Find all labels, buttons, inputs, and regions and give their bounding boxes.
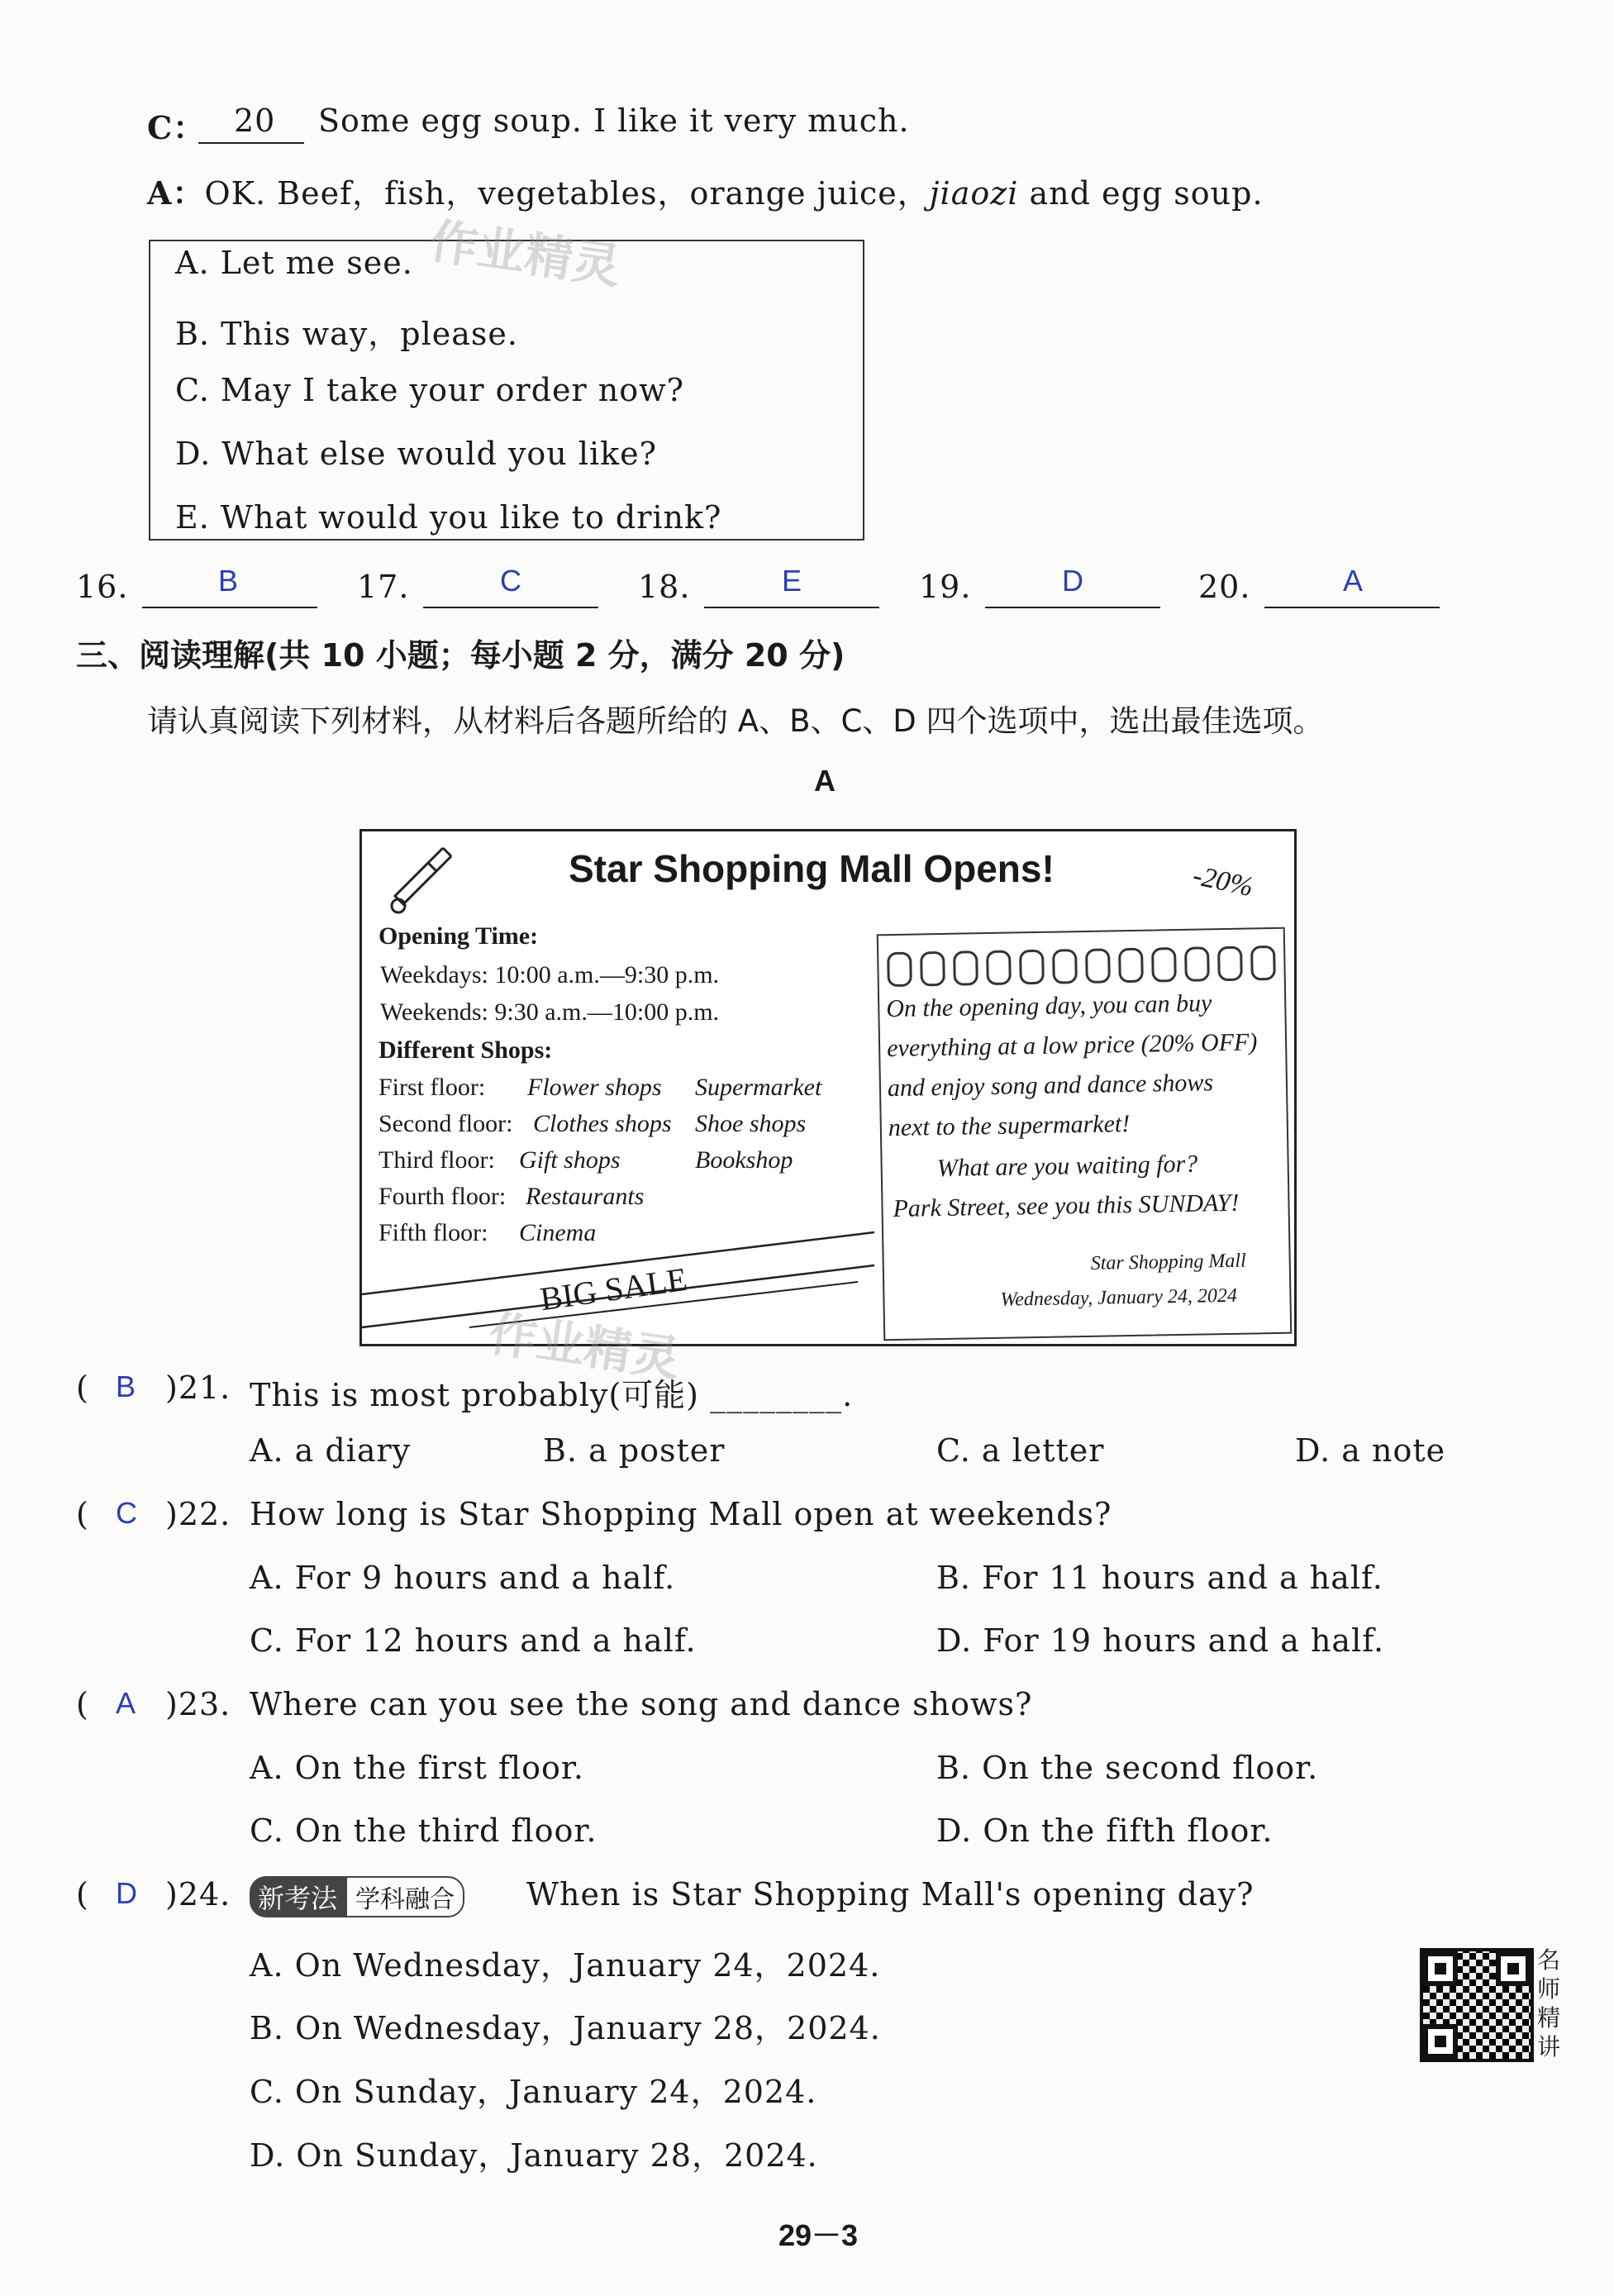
floor-3-shop-1: Gift shops bbox=[519, 1146, 621, 1174]
q24-paren: ( bbox=[76, 1876, 89, 1913]
note-line-5: What are you waiting for? bbox=[936, 1150, 1198, 1183]
answer-num-17: 17. bbox=[357, 569, 410, 605]
dialogue-a-line bbox=[147, 168, 1264, 213]
q23-paren: ( bbox=[76, 1686, 89, 1722]
note-signature: Star Shopping Mall bbox=[1090, 1250, 1246, 1274]
answer-line-17 bbox=[423, 607, 598, 608]
note-line-1: On the opening day, you can buy bbox=[886, 989, 1212, 1023]
option-e: E. What would you like to drink? bbox=[175, 499, 722, 536]
section-heading: 三、阅读理解(共 10 小题；每小题 2 分，满分 20 分) bbox=[76, 637, 845, 674]
q24-tag-interdisciplinary: 学科融合 bbox=[345, 1876, 464, 1917]
answer-num-20: 20. bbox=[1198, 569, 1251, 605]
q23-option-a: A. On the first floor. bbox=[250, 1750, 584, 1786]
option-c: C. May I take your order now? bbox=[175, 372, 685, 408]
q21-blank: ________. bbox=[710, 1377, 854, 1413]
answer-num-16: 16. bbox=[76, 569, 129, 605]
q24-option-c: C. On Sunday，January 24，2024. bbox=[250, 2074, 817, 2110]
q24-tag bbox=[250, 1876, 464, 1917]
big-sale-text: BIG SALE bbox=[537, 1260, 690, 1318]
option-d: D. What else would you like? bbox=[175, 436, 658, 472]
floor-4-label: Fourth floor: bbox=[379, 1183, 507, 1210]
q21-stem-text: This is most probably(可能) bbox=[250, 1377, 699, 1413]
q24-stem: When is Star Shopping Mall's opening day? bbox=[526, 1876, 1255, 1913]
floor-5-label: Fifth floor: bbox=[379, 1219, 488, 1246]
floor-4-shop-1: Restaurants bbox=[526, 1183, 645, 1210]
answer-line-19 bbox=[985, 607, 1160, 608]
note-line-3: and enjoy song and dance shows bbox=[887, 1069, 1214, 1103]
q24-number: )24. bbox=[165, 1876, 231, 1913]
section-instruction: 请认真阅读下列材料，从材料后各题所给的 A、B、C、D 四个选项中，选出最佳选项。 bbox=[147, 703, 1324, 739]
q24-answer: D bbox=[116, 1876, 137, 1910]
q21-option-d: D. a note bbox=[1295, 1432, 1446, 1469]
poster-title: Star Shopping Mall Opens! bbox=[569, 847, 1055, 890]
floor-2-label: Second floor: bbox=[379, 1110, 513, 1137]
c-line-text: Some egg soup. I like it very much. bbox=[318, 102, 910, 139]
floor-1-shop-2: Supermarket bbox=[695, 1074, 822, 1101]
floor-2-shop-2: Shoe shops bbox=[695, 1110, 807, 1137]
q23-number: )23. bbox=[165, 1686, 231, 1722]
options-box bbox=[149, 240, 864, 541]
a-line-italic: jiaozi bbox=[929, 175, 1019, 212]
floor-2-shop-1: Clothes shops bbox=[533, 1110, 672, 1137]
shops-label: Different Shops: bbox=[379, 1036, 553, 1064]
q22-answer: C bbox=[116, 1496, 137, 1530]
floor-1-label: First floor: bbox=[379, 1074, 486, 1101]
answer-17: C bbox=[500, 564, 521, 598]
answer-line-18 bbox=[704, 607, 879, 608]
q22-option-b: B. For 11 hours and a half. bbox=[936, 1560, 1383, 1596]
discount-tag: -20% bbox=[1190, 860, 1256, 903]
q24-tag-new-method: 新考法 bbox=[250, 1876, 345, 1917]
q21-stem bbox=[250, 1370, 853, 1415]
q22-stem: How long is Star Shopping Mall open at weekends? bbox=[250, 1496, 1112, 1532]
answer-19: D bbox=[1062, 564, 1083, 598]
note-line-6: Park Street, see you this SUNDAY! bbox=[893, 1188, 1240, 1223]
answer-line-20 bbox=[1264, 607, 1440, 608]
a-line-text-2: and egg soup. bbox=[1029, 175, 1264, 212]
qr-code-icon[interactable] bbox=[1420, 1948, 1534, 2062]
option-b: B. This way，please. bbox=[175, 316, 518, 352]
q23-option-d: D. On the fifth floor. bbox=[936, 1813, 1274, 1849]
speaker-c: C： bbox=[147, 109, 206, 146]
floor-3-label: Third floor: bbox=[379, 1146, 495, 1174]
weekdays-hours: Weekdays: 10:00 a.m.—9:30 p.m. bbox=[380, 961, 720, 988]
q21-answer: B bbox=[116, 1370, 136, 1403]
answer-18: E bbox=[782, 564, 802, 598]
answer-20: A bbox=[1343, 564, 1364, 598]
c-blank-answer: 20 bbox=[234, 102, 276, 139]
q22-option-a: A. For 9 hours and a half. bbox=[250, 1560, 676, 1596]
page-number: 29－3 bbox=[778, 2218, 859, 2252]
note-line-4: next to the supermarket! bbox=[888, 1110, 1131, 1142]
note-date: Wednesday, January 24, 2024 bbox=[1000, 1284, 1238, 1311]
answer-num-19: 19. bbox=[919, 569, 972, 605]
blank-line-15 bbox=[198, 142, 304, 144]
q21-option-a: A. a diary bbox=[250, 1432, 412, 1469]
answer-num-18: 18. bbox=[638, 569, 691, 605]
floor-5-shop-1: Cinema bbox=[519, 1219, 597, 1246]
floor-3-shop-2: Bookshop bbox=[695, 1146, 793, 1174]
q23-option-c: C. On the third floor. bbox=[250, 1813, 598, 1849]
q21-option-c: C. a letter bbox=[936, 1432, 1105, 1469]
q21-paren: ( bbox=[76, 1370, 89, 1406]
q21-option-b: B. a poster bbox=[543, 1432, 726, 1469]
q23-stem: Where can you see the song and dance shows? bbox=[250, 1686, 1033, 1722]
qr-caption: 名师精讲 bbox=[1537, 1946, 1561, 2060]
answer-16: B bbox=[218, 564, 239, 598]
mall-poster bbox=[359, 829, 1297, 1346]
q24-option-a: A. On Wednesday，January 24，2024. bbox=[250, 1947, 881, 1984]
dialogue-c-line bbox=[147, 102, 205, 148]
q21-number: )21. bbox=[165, 1370, 231, 1406]
q24-option-b: B. On Wednesday，January 28，2024. bbox=[250, 2010, 881, 2046]
notepad bbox=[877, 927, 1293, 1341]
q23-option-b: B. On the second floor. bbox=[936, 1750, 1319, 1786]
speaker-a: A： bbox=[147, 174, 205, 212]
weekends-hours: Weekends: 9:30 a.m.—10:00 p.m. bbox=[380, 998, 720, 1026]
passage-label: A bbox=[814, 764, 836, 798]
answer-line-16 bbox=[142, 607, 317, 608]
q22-number: )22. bbox=[165, 1496, 231, 1532]
q22-option-d: D. For 19 hours and a half. bbox=[936, 1622, 1385, 1659]
megaphone-icon bbox=[379, 838, 461, 921]
option-a: A. Let me see. bbox=[175, 245, 413, 281]
note-line-2: everything at a low price (20% OFF) bbox=[886, 1028, 1258, 1063]
q23-answer: A bbox=[116, 1686, 136, 1720]
floor-1-shop-1: Flower shops bbox=[527, 1074, 662, 1101]
a-line-text-1: OK. Beef，fish，vegetables，orange juice， bbox=[204, 175, 930, 212]
watermark-2: 作业精灵 bbox=[485, 1305, 683, 1388]
watermark-1: 作业精灵 bbox=[426, 212, 624, 295]
opening-time-label: Opening Time: bbox=[379, 922, 539, 950]
q22-option-c: C. For 12 hours and a half. bbox=[250, 1622, 697, 1659]
q24-option-d: D. On Sunday，January 28，2024. bbox=[250, 2137, 818, 2174]
q22-paren: ( bbox=[76, 1496, 89, 1532]
